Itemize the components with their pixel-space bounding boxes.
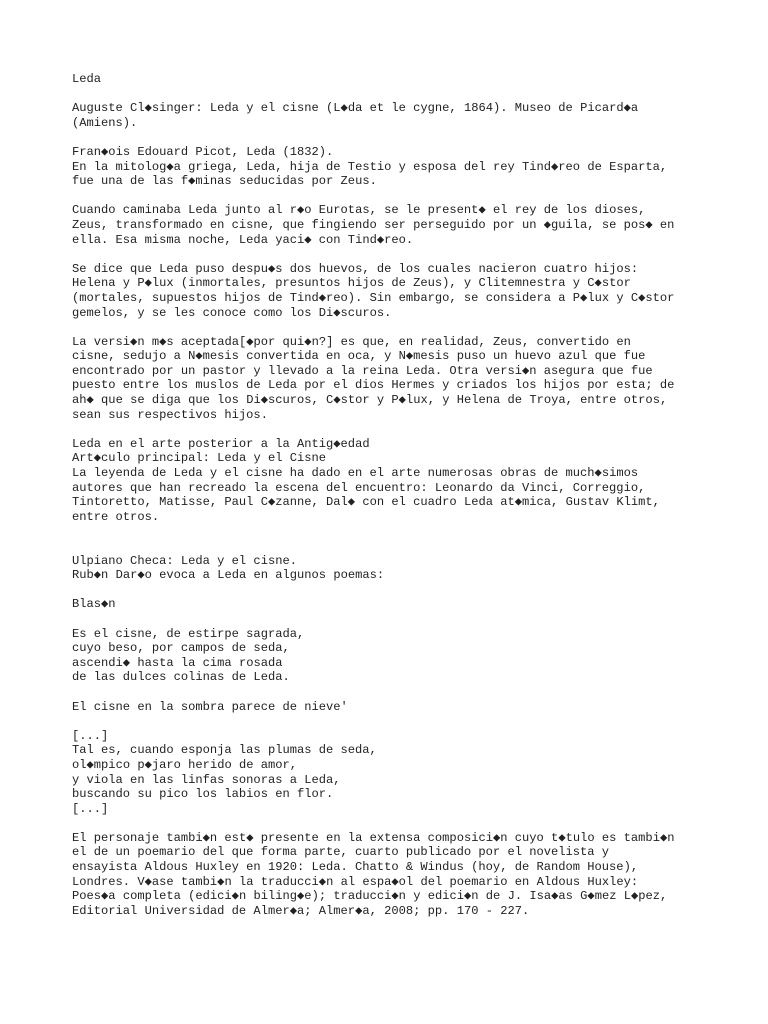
document-body — [72, 72, 732, 933]
text-line: Se dice que Leda puso despu◆s dos huevos, de los cuales nacieron cuatro hijos: — [72, 261, 639, 276]
text-line: En la mitolog◆a griega, Leda, hija de Testio y esposa del rey Tind◆reo de Esparta, — [72, 159, 668, 174]
text-line: sean sus respectivos hijos. — [72, 407, 268, 422]
text-line: Fran◆ois Edouard Picot, Leda (1832). — [72, 144, 334, 159]
text-line: encontrado por un pastor y llevado a la reina Leda. Otra versi◆n asegura que fue — [72, 363, 653, 378]
paragraph — [72, 262, 732, 320]
text-line: [...] — [72, 728, 109, 743]
text-line: ascendi◆ hasta la cima rosada — [72, 655, 283, 670]
text-line: Art◆culo principal: Leda y el Cisne — [72, 451, 327, 466]
text-line: Ulpiano Checa: Leda y el cisne. — [72, 553, 297, 568]
text-line: de las dulces colinas de Leda. — [72, 670, 290, 685]
text-line: Rub◆n Dar◆o evoca a Leda en algunos poemas: — [72, 568, 385, 583]
text-line: buscando su pico los labios en flor. — [72, 787, 334, 802]
paragraph — [72, 831, 732, 919]
text-line: La leyenda de Leda y el cisne ha dado en el arte numerosas obras de much◆simos — [72, 466, 639, 481]
paragraph — [72, 729, 732, 817]
text-line: Tintoretto, Matisse, Paul C◆zanne, Dal◆ con el cuadro Leda at◆mica, Gustav Klimt, — [72, 495, 660, 510]
text-line: Leda en el arte posterior a la Antig◆edad — [72, 436, 370, 451]
paragraph — [72, 627, 732, 685]
text-line: Auguste Cl◆singer: Leda y el cisne (L◆da et le cygne, 1864). Museo de Picard◆a — [72, 101, 639, 116]
paragraph — [72, 437, 732, 539]
text-line: ah◆ que se diga que los Di◆scuros, C◆stor y P◆lux, y Helena de Troya, entre otros, — [72, 393, 668, 408]
paragraph — [72, 335, 732, 423]
text-line: Poes◆a completa (edici◆n biling◆e); traducci◆n y edici◆n de J. Isa◆as G◆mez L◆pez, — [72, 889, 668, 904]
text-line: Blas◆n — [72, 597, 116, 612]
text-line: fue una de las f◆minas seducidas por Zeus. — [72, 174, 377, 189]
text-line: gemelos, y se les conoce como los Di◆scuros. — [72, 305, 392, 320]
text-line: ensayista Aldous Huxley en 1920: Leda. Chatto & Windus (hoy, de Random House), — [72, 860, 639, 875]
text-line: el de un poemario del que forma parte, cuarto publicado por el novelista y — [72, 845, 610, 860]
text-line: puesto entre los muslos de Leda por el dios Hermes y criados los hijos por esta; de — [72, 378, 675, 393]
paragraph — [72, 554, 732, 583]
text-line: El personaje tambi◆n est◆ presente en la extensa composici◆n cuyo t◆tulo es tambi◆n — [72, 830, 675, 845]
text-line: ol◆mpico p◆jaro herido de amor, — [72, 757, 298, 772]
paragraph — [72, 597, 732, 612]
text-line: y viola en las linfas sonoras a Leda, — [72, 772, 341, 787]
paragraph — [72, 101, 732, 130]
text-line: (mortales, supuestos hijos de Tind◆reo). Sin embargo, se considera a P◆lux y C◆stor — [72, 290, 675, 305]
paragraph — [72, 700, 732, 715]
text-line: Helena y P◆lux (inmortales, presuntos hijos de Zeus), y Clitemnestra y C◆stor — [72, 276, 631, 291]
text-line: ella. Esa misma noche, Leda yaci◆ con Tind◆reo. — [72, 232, 414, 247]
text-line: El cisne en la sombra parece de nieve' — [72, 699, 348, 714]
paragraph — [72, 72, 732, 87]
text-line: Zeus, transformado en cisne, que fingiendo ser perseguido por un ◆guila, se pos◆ en — [72, 217, 675, 232]
text-line: Leda — [72, 72, 102, 86]
text-line: cisne, sedujo a N◆mesis convertida en oca, y N◆mesis puso un huevo azul que fue — [72, 349, 646, 364]
text-line: La versi◆n m◆s aceptada[◆por qui◆n?] es que, en realidad, Zeus, convertido en — [72, 334, 631, 349]
text-line: Editorial Universidad de Almer◆a; Almer◆a, 2008; pp. 170 - 227. — [72, 903, 530, 918]
paragraph — [72, 203, 732, 247]
text-line: (Amiens). — [72, 115, 138, 130]
text-line: entre otros. — [72, 509, 160, 524]
paragraph — [72, 145, 732, 189]
text-line: Londres. V◆ase tambi◆n la traducci◆n al espa◆ol del poemario en Aldous Huxley: — [72, 874, 639, 889]
text-line: Cuando caminaba Leda junto al r◆o Eurotas, se le present◆ el rey de los dioses, — [72, 203, 646, 218]
text-line: Tal es, cuando esponja las plumas de seda, — [72, 743, 377, 758]
text-line — [72, 524, 732, 539]
text-line: Es el cisne, de estirpe sagrada, — [72, 626, 305, 641]
text-line: [...] — [72, 801, 109, 816]
text-line: cuyo beso, por campos de seda, — [72, 641, 290, 656]
text-line: autores que han recreado la escena del encuentro: Leonardo da Vinci, Correggio, — [72, 480, 646, 495]
